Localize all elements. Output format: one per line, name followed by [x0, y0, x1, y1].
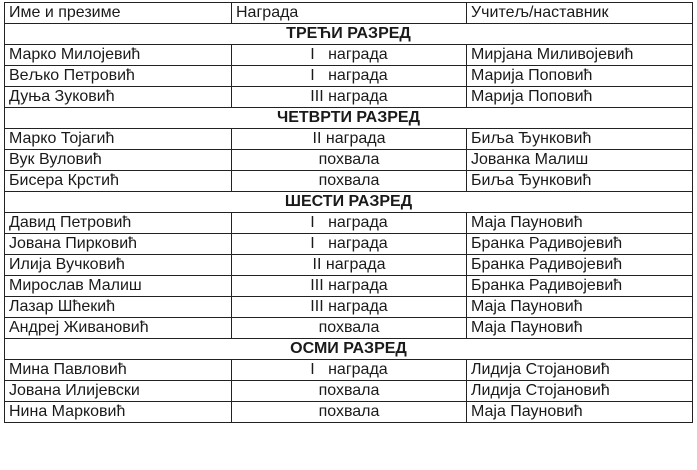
teacher-name: Бранка Радивојевић	[467, 234, 693, 255]
section-title: ЧЕТВРТИ РАЗРЕД	[5, 108, 693, 129]
teacher-name: Јованка Малиш	[467, 150, 693, 171]
student-name: Нина Марковић	[5, 402, 232, 423]
table-row	[5, 255, 693, 276]
table-row	[5, 213, 693, 234]
table-row	[5, 234, 693, 255]
teacher-name: Лидија Стојановић	[467, 381, 693, 402]
section-title: ОСМИ РАЗРЕД	[5, 339, 693, 360]
award-value: I награда	[310, 67, 388, 84]
student-name: Лазар Шћекић	[5, 297, 232, 318]
student-name: Марко Милојевић	[5, 45, 232, 66]
award-value: III награда	[310, 298, 388, 315]
header-row	[5, 3, 693, 24]
student-name: Марко Тојагић	[5, 129, 232, 150]
teacher-name: Маја Пауновић	[467, 318, 693, 339]
award-cell	[232, 150, 467, 171]
table-row	[5, 129, 693, 150]
section-header-row	[5, 108, 693, 129]
student-name: Давид Петровић	[5, 213, 232, 234]
award-cell	[232, 234, 467, 255]
award-cell	[232, 66, 467, 87]
student-name: Мирослав Малиш	[5, 276, 232, 297]
award-cell	[232, 213, 467, 234]
header-award: Награда	[232, 3, 467, 24]
teacher-name: Мирјана Миливојевић	[467, 45, 693, 66]
student-name: Дуња Зуковић	[5, 87, 232, 108]
award-cell	[232, 402, 467, 423]
award-value: I награда	[310, 235, 388, 252]
table-row	[5, 45, 693, 66]
awards-table	[4, 2, 693, 423]
award-value: I награда	[310, 361, 388, 378]
section-title: ТРЕЋИ РАЗРЕД	[5, 24, 693, 45]
award-value: I награда	[310, 214, 388, 231]
award-cell	[232, 45, 467, 66]
section-title: ШЕСТИ РАЗРЕД	[5, 192, 693, 213]
award-value: похвала	[318, 382, 380, 399]
section-header-row	[5, 192, 693, 213]
student-name: Илија Вучковић	[5, 255, 232, 276]
table-row	[5, 402, 693, 423]
table-row	[5, 66, 693, 87]
award-value: похвала	[318, 403, 380, 420]
student-name: Јована Пирковић	[5, 234, 232, 255]
table-row	[5, 318, 693, 339]
student-name: Вељко Петровић	[5, 66, 232, 87]
table-row	[5, 87, 693, 108]
award-value: похвала	[318, 151, 380, 168]
student-name: Андреј Живановић	[5, 318, 232, 339]
award-value: II награда	[312, 130, 386, 147]
table-row	[5, 276, 693, 297]
header-name: Име и презиме	[5, 3, 232, 24]
student-name: Вук Вуловић	[5, 150, 232, 171]
section-header-row	[5, 24, 693, 45]
award-cell	[232, 381, 467, 402]
header-teacher: Учитељ/наставник	[467, 3, 693, 24]
award-cell	[232, 171, 467, 192]
teacher-name: Лидија Стојановић	[467, 360, 693, 381]
teacher-name: Бранка Радивојевић	[467, 255, 693, 276]
award-cell	[232, 87, 467, 108]
teacher-name: Биља Ђунковић	[467, 171, 693, 192]
student-name: Бисера Крстић	[5, 171, 232, 192]
student-name: Мина Павловић	[5, 360, 232, 381]
award-value: похвала	[318, 172, 380, 189]
section-header-row	[5, 339, 693, 360]
teacher-name: Маја Пауновић	[467, 402, 693, 423]
teacher-name: Маја Пауновић	[467, 213, 693, 234]
award-value: III награда	[310, 88, 388, 105]
table-row	[5, 360, 693, 381]
teacher-name: Марија Поповић	[467, 87, 693, 108]
teacher-name: Маја Пауновић	[467, 297, 693, 318]
table-row	[5, 171, 693, 192]
award-cell	[232, 276, 467, 297]
table-row	[5, 150, 693, 171]
teacher-name: Марија Поповић	[467, 66, 693, 87]
table-row	[5, 297, 693, 318]
student-name: Јована Илијевски	[5, 381, 232, 402]
award-cell	[232, 318, 467, 339]
award-value: III награда	[310, 277, 388, 294]
award-value: II награда	[312, 256, 386, 273]
award-cell	[232, 360, 467, 381]
award-cell	[232, 297, 467, 318]
award-value: похвала	[318, 319, 380, 336]
teacher-name: Биља Ђунковић	[467, 129, 693, 150]
award-cell	[232, 255, 467, 276]
award-value: I награда	[310, 46, 388, 63]
teacher-name: Бранка Радивојевић	[467, 276, 693, 297]
awards-table-body	[5, 3, 693, 423]
table-row	[5, 381, 693, 402]
award-cell	[232, 129, 467, 150]
